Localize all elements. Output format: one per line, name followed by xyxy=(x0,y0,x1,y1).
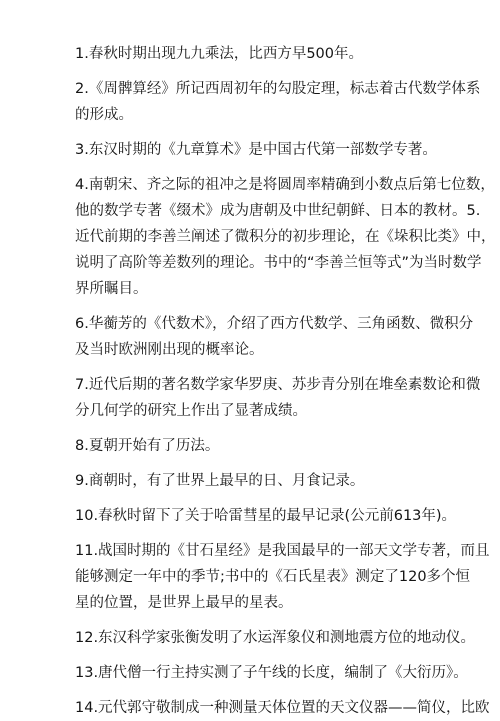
text-line: 能够测定一年中的季节;书中的《石氏星表》测定了120多个恒 xyxy=(75,569,471,585)
text-line: 1.春秋时期出现九九乘法，比西方早500年。 xyxy=(75,46,364,62)
list-item xyxy=(75,311,474,363)
paragraph-gap xyxy=(75,128,437,137)
list-item xyxy=(75,625,476,651)
text-line: 2.《周髀算经》所记西周初年的勾股定理，标志着古代数学体系 xyxy=(75,81,481,97)
text-line: 3.东汉时期的《九章算术》是中国古代第一部数学专著。 xyxy=(75,142,437,158)
text-line: 7.近代后期的著名数学家华罗庚、苏步青分别在堆垒素数论和微 xyxy=(75,377,481,393)
text-line: 10.春秋时留下了关于哈雷彗星的最早记录(公元前613年)。 xyxy=(75,508,457,524)
list-item xyxy=(75,468,437,494)
paragraph-gap xyxy=(75,459,437,468)
paragraph-gap xyxy=(75,651,437,660)
list-item xyxy=(75,137,437,163)
paragraph-gap xyxy=(75,424,437,433)
paragraph-gap xyxy=(75,163,437,172)
text-line: 他的数学专著《缀术》成为唐朝及中世纪朝鲜、日本的教材。5. xyxy=(75,203,481,219)
text-line: 14.元代郭守敬制成一种测量天体位置的天文仪器——简仪，比欧 xyxy=(75,700,490,716)
text-line: 13.唐代僧一行主持实测了子午线的长度，编制了《大衍历》。 xyxy=(75,665,468,681)
paragraph-gap xyxy=(75,363,437,372)
list-item xyxy=(75,41,437,67)
paragraph-gap xyxy=(75,616,437,625)
paragraph-gap xyxy=(75,686,437,695)
text-line: 说明了高阶等差数列的理论。书中的“李善兰恒等式”为当时数学 xyxy=(75,255,482,271)
paragraph-gap xyxy=(75,494,437,503)
document-body xyxy=(75,41,496,721)
paragraph-gap xyxy=(75,529,437,538)
text-line: 的形成。 xyxy=(75,107,133,123)
text-line: 分几何学的研究上作出了显著成绩。 xyxy=(75,403,307,419)
list-item xyxy=(75,76,481,128)
paragraph-gap xyxy=(75,302,437,311)
text-line: 及当时欧洲刚出现的概率论。 xyxy=(75,342,264,358)
text-line: 近代前期的李善兰阐述了微积分的初步理论，在《垛积比类》中， xyxy=(75,229,496,245)
list-item xyxy=(75,695,490,721)
text-line: 11.战国时期的《甘石星经》是我国最早的一部天文学专著，而且 xyxy=(75,543,490,559)
list-item xyxy=(75,433,437,459)
list-item xyxy=(75,372,481,424)
list-item xyxy=(75,660,468,686)
paragraph-gap xyxy=(75,67,437,76)
list-item xyxy=(75,503,457,529)
text-line: 界所瞩目。 xyxy=(75,281,148,297)
text-line: 9.商朝时，有了世界上最早的日、月食记录。 xyxy=(75,473,365,489)
text-line: 4.南朝宋、齐之际的祖冲之是将圆周率精确到小数点后第七位数， xyxy=(75,177,495,193)
list-item xyxy=(75,172,496,302)
text-line: 8.夏朝开始有了历法。 xyxy=(75,438,220,454)
text-line: 星的位置，是世界上最早的星表。 xyxy=(75,595,293,611)
list-item xyxy=(75,538,490,616)
text-line: 12.东汉科学家张衡发明了水运浑象仪和测地震方位的地动仪。 xyxy=(75,630,476,646)
text-line: 6.华蘅芳的《代数术》，介绍了西方代数学、三角函数、微积分 xyxy=(75,316,474,332)
